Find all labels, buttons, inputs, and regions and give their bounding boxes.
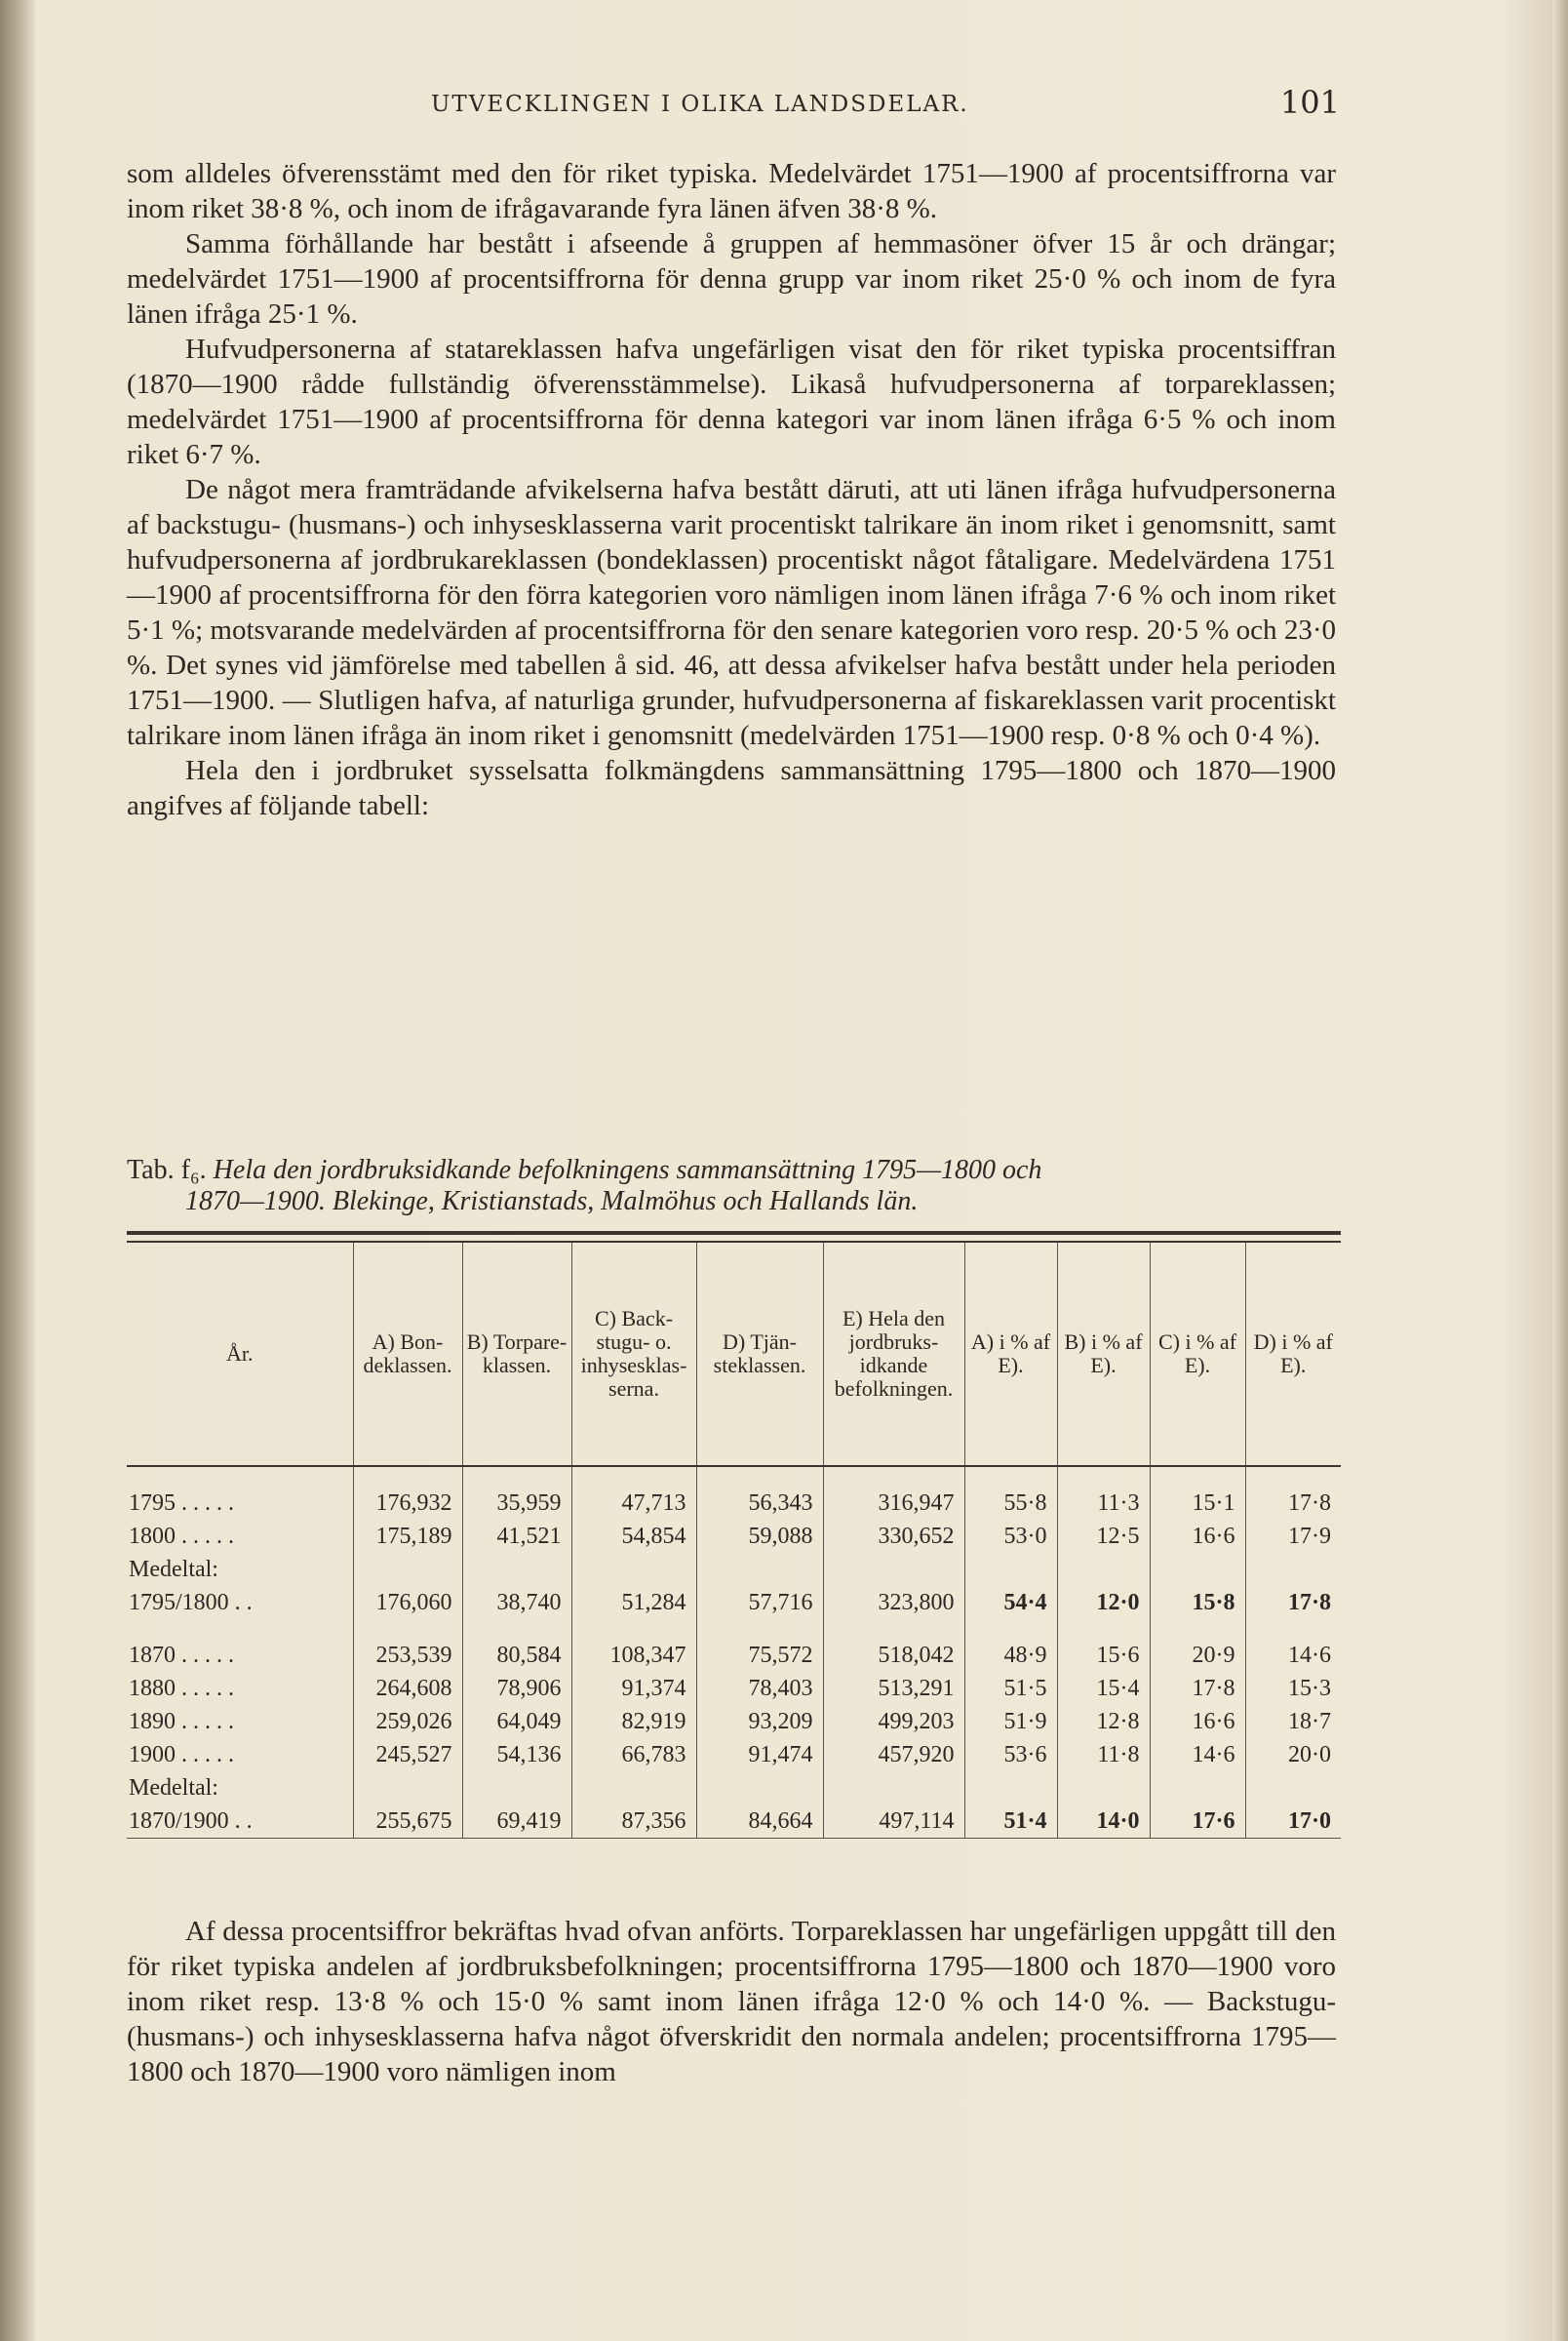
table-cell: 17·8	[1245, 1487, 1341, 1520]
table-cell: 457,920	[823, 1738, 964, 1771]
table-cell: 69,419	[462, 1805, 571, 1839]
row-label: 1870/1900 . .	[127, 1805, 353, 1839]
paragraph: Af dessa procentsiffror bekräftas hvad ofvan anförts. Torpareklassen har ungefärligen uppgått till den för riket typiska andelen af jordbruksbefolkningen; procentsiffrorna 1795—1800 och 1870—1900 voro inom riket resp. 13·8 % och 15·0 % samt inom länen ifråga 12·0 % och 14·0 %. — Backstugu- (husmans-) och inhysesklasserna hafva något öfverskridit den normala andelen; procentsiffrorna 1795—1800 och 1870—1900 voro nämligen inom	[127, 1916, 1336, 2087]
data-table-wrapper	[127, 1231, 1341, 1839]
column-header: A) i % af E).	[964, 1243, 1057, 1466]
row-label: 1795/1800 . .	[129, 1590, 253, 1615]
table-cell: 17·6	[1150, 1805, 1245, 1839]
table-row	[127, 1705, 1341, 1738]
body-text-continued	[127, 1914, 1336, 2089]
column-header: C) i % af E).	[1150, 1243, 1245, 1466]
table-cell: 11·3	[1057, 1487, 1150, 1520]
column-header: B) i % af E).	[1057, 1243, 1150, 1466]
table-cell: 54,854	[571, 1520, 696, 1553]
table-cell: 78,403	[696, 1672, 823, 1705]
table-cell: 91,474	[696, 1738, 823, 1771]
table-cell: 16·6	[1150, 1520, 1245, 1553]
table-cell: 54·4	[964, 1586, 1057, 1619]
table-cell: 53·0	[964, 1520, 1057, 1553]
table-row	[127, 1487, 1341, 1520]
table-cell: 12·5	[1057, 1520, 1150, 1553]
page-number: 101	[1279, 84, 1340, 121]
table-cell: 259,026	[353, 1705, 462, 1738]
table-cell: 15·6	[1057, 1639, 1150, 1672]
column-header: A) Bondeklassen.	[353, 1243, 462, 1466]
row-label: 1890 . . . . .	[129, 1709, 234, 1734]
table-cell: 330,652	[823, 1520, 964, 1553]
table-cell: 12·8	[1057, 1705, 1150, 1738]
table-row	[127, 1520, 1341, 1553]
column-header: B) Torpareklassen.	[462, 1243, 571, 1466]
table-cell: 15·8	[1150, 1586, 1245, 1619]
table-cell: 497,114	[823, 1805, 964, 1839]
table-cell: 38,740	[462, 1586, 571, 1619]
table-label: Tab. f₆.	[127, 1155, 207, 1185]
paragraph: De något mera framträdande afvikelserna hafva bestått däruti, att uti länen ifråga hufvudpersonerna af backstugu- (husmans-) och inhysesklasserna varit procentiskt talrikare än inom riket i genomsnitt, samt hufvudpersonerna af jordbrukareklassen (bondeklassen) procentiskt något fåtaligare. Medelvärdena 1751—1900 af procentsiffrorna för den förra kategorien voro nämligen inom länen ifråga 7·6 % och inom riket 5·1 %; motsvarande medelvärden af procentsiffrorna för den senare kategorien voro resp. 20·5 % och 23·0 %. Det synes vid jämförelse med tabellen å sid. 46, att dessa afvikelser hafva bestått under hela perioden 1751—1900. — Slutligen hafva, af naturliga grunder, hufvudpersonerna af fiskareklassen varit procentiskt talrikare inom länen ifråga än inom riket i genomsnitt (medelvärden 1751—1900 resp. 0·8 % och 0·4 %).	[127, 474, 1336, 751]
mean-label-row	[127, 1553, 1341, 1586]
table-cell: 14·0	[1057, 1805, 1150, 1839]
table-spacer	[127, 1619, 1341, 1639]
row-label: 1870 . . . . .	[129, 1643, 234, 1668]
table-cell: 35,959	[462, 1487, 571, 1520]
table-cell: 513,291	[823, 1672, 964, 1705]
table-cell: 518,042	[823, 1639, 964, 1672]
table-cell: 51·5	[964, 1672, 1057, 1705]
table-cell: 16·6	[1150, 1705, 1245, 1738]
table-spacer	[127, 1466, 1341, 1487]
table-cell: 48·9	[964, 1639, 1057, 1672]
table-title-line2: 1870—1900. Blekinge, Kristianstads, Malmöhus och Hallands län.	[185, 1186, 919, 1216]
table-cell: 15·3	[1245, 1672, 1341, 1705]
page-edge	[1552, 0, 1568, 2341]
table-cell: 93,209	[696, 1705, 823, 1738]
table-cell: 316,947	[823, 1487, 964, 1520]
row-label: 1800 . . . . .	[129, 1524, 234, 1549]
table-cell: 87,356	[571, 1805, 696, 1839]
table-cell: 78,906	[462, 1672, 571, 1705]
table-cell: 253,539	[353, 1639, 462, 1672]
table-cell: 323,800	[823, 1586, 964, 1619]
table-cell: 56,343	[696, 1487, 823, 1520]
table-cell: 57,716	[696, 1586, 823, 1619]
mean-label: Medeltal:	[129, 1557, 218, 1582]
column-header: C) Backstugu- o. inhysesklasserna.	[571, 1243, 696, 1466]
paragraph: Hufvudpersonerna af statareklassen hafva ungefärligen visat den för riket typiska procentsiffran (1870—1900 rådde fullständig öfverensstämmelse). Likaså hufvudpersonerna af torpareklassen; medelvärdet 1751—1900 af procentsiffrorna för denna kategori var inom länen ifråga 6·5 % och inom riket 6·7 %.	[127, 334, 1336, 470]
table-cell: 51,284	[571, 1586, 696, 1619]
table-cell: 245,527	[353, 1738, 462, 1771]
table-row	[127, 1672, 1341, 1705]
row-label: 1795 . . . . .	[129, 1490, 234, 1516]
table-cell: 176,060	[353, 1586, 462, 1619]
table-cell: 82,919	[571, 1705, 696, 1738]
table-cell: 51·4	[964, 1805, 1057, 1839]
table-cell: 255,675	[353, 1805, 462, 1839]
table-cell: 53·6	[964, 1738, 1057, 1771]
column-header: E) Hela den jordbruksidkande befolkningen.	[823, 1243, 964, 1466]
table-cell: 17·9	[1245, 1520, 1341, 1553]
table-cell: 41,521	[462, 1520, 571, 1553]
column-header: År.	[226, 1341, 254, 1366]
table-cell: 20·9	[1150, 1639, 1245, 1672]
paragraph: Samma förhållande har bestått i afseende å gruppen af hemmasöner öfver 15 år och drängar; medelvärdet 1751—1900 af procentsiffrorna för denna grupp var inom riket 25·0 % och inom de fyra länen ifråga 25·1 %.	[127, 228, 1336, 330]
table-title-line1: Hela den jordbruksidkande befolkningens sammansättning 1795—1800 och	[213, 1155, 1042, 1185]
table-cell: 499,203	[823, 1705, 964, 1738]
population-table	[127, 1243, 1341, 1839]
table-row	[127, 1639, 1341, 1672]
column-header: D) Tjänsteklassen.	[696, 1243, 823, 1466]
table-top-rule	[127, 1231, 1341, 1235]
table-cell: 75,572	[696, 1639, 823, 1672]
table-cell: 59,088	[696, 1520, 823, 1553]
table-cell: 17·8	[1245, 1586, 1341, 1619]
paragraph: Hela den i jordbruket sysselsatta folkmängdens sammansättning 1795—1800 och 1870—1900 angifves af följande tabell:	[127, 755, 1336, 821]
table-cell: 51·9	[964, 1705, 1057, 1738]
table-cell: 14·6	[1245, 1639, 1341, 1672]
row-label: 1900 . . . . .	[129, 1742, 234, 1767]
table-cell: 17·0	[1245, 1805, 1341, 1839]
column-header: D) i % af E).	[1245, 1243, 1341, 1466]
table-cell: 64,049	[462, 1705, 571, 1738]
table-cell: 15·1	[1150, 1487, 1245, 1520]
table-cell: 47,713	[571, 1487, 696, 1520]
mean-label-row	[127, 1771, 1341, 1805]
mean-row	[127, 1805, 1341, 1839]
table-cell: 84,664	[696, 1805, 823, 1839]
table-cell: 17·8	[1150, 1672, 1245, 1705]
table-cell: 14·6	[1150, 1738, 1245, 1771]
table-cell: 18·7	[1245, 1705, 1341, 1738]
paragraph: som alldeles öfverensstämt med den för riket typiska. Medelvärdet 1751—1900 af procentsiffrorna var inom riket 38·8 %, och inom de ifrågavarande fyra länen äfven 38·8 %.	[127, 158, 1336, 224]
table-header-row	[127, 1243, 1341, 1466]
page-header	[127, 84, 1340, 125]
table-cell: 176,932	[353, 1487, 462, 1520]
table-cell: 108,347	[571, 1639, 696, 1672]
book-spine-shadow	[0, 0, 35, 2341]
table-cell: 11·8	[1057, 1738, 1150, 1771]
mean-label: Medeltal:	[129, 1775, 218, 1801]
table-cell: 91,374	[571, 1672, 696, 1705]
table-cell: 264,608	[353, 1672, 462, 1705]
table-cell: 54,136	[462, 1738, 571, 1771]
table-cell: 15·4	[1057, 1672, 1150, 1705]
table-cell: 55·8	[964, 1487, 1057, 1520]
table-cell: 12·0	[1057, 1586, 1150, 1619]
row-label: 1880 . . . . .	[129, 1676, 234, 1701]
table-cell: 66,783	[571, 1738, 696, 1771]
table-cell: 80,584	[462, 1639, 571, 1672]
table-cell: 175,189	[353, 1520, 462, 1553]
table-caption	[127, 1155, 1336, 1217]
table-row	[127, 1738, 1341, 1771]
running-title: UTVECKLINGEN I OLIKA LANDSDELAR.	[431, 92, 969, 117]
mean-row	[127, 1586, 1341, 1619]
body-text	[127, 156, 1336, 823]
table-cell: 20·0	[1245, 1738, 1341, 1771]
